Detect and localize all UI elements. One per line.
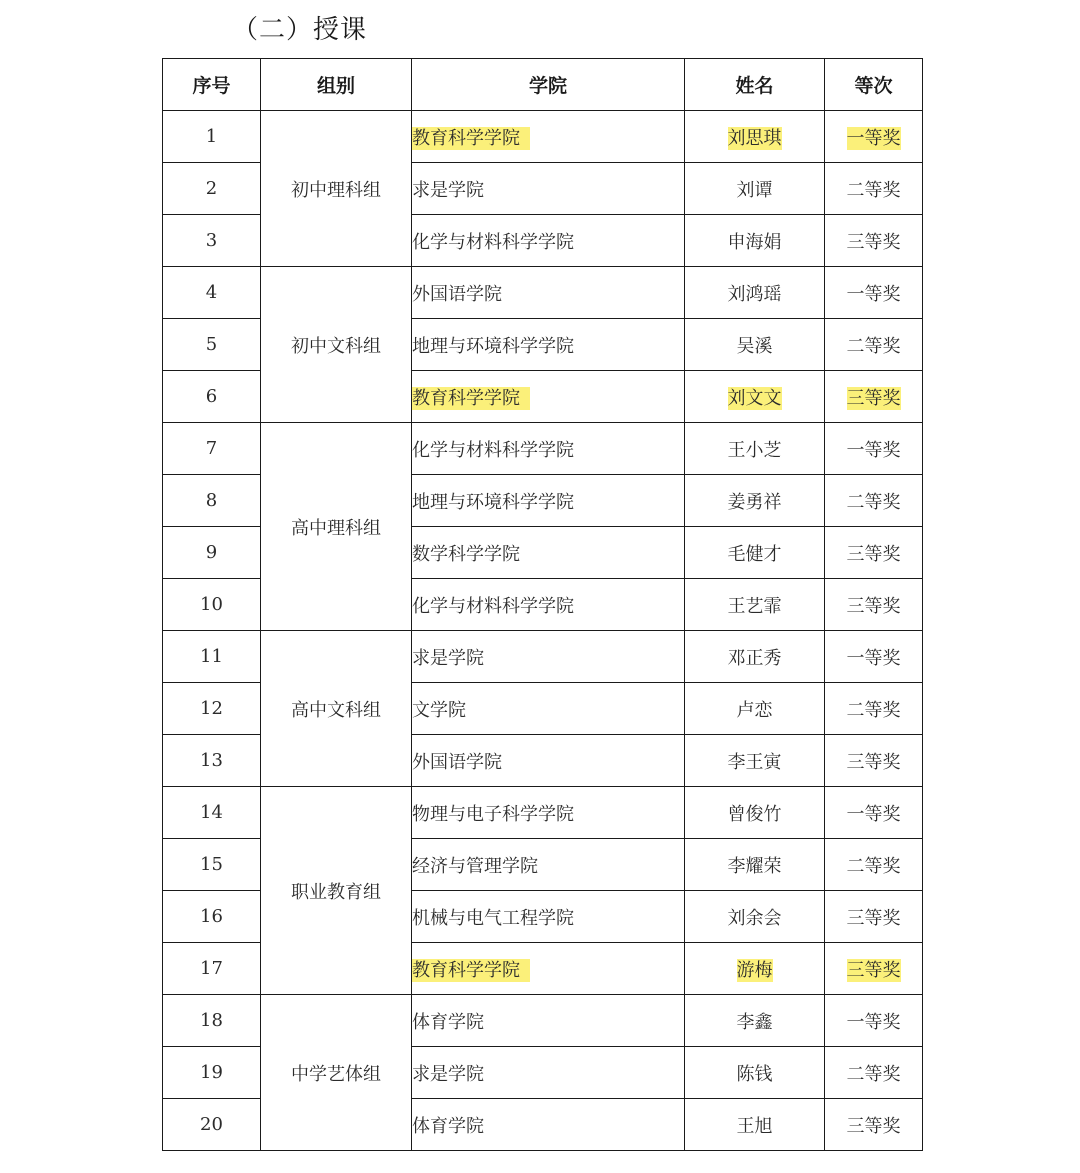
cell-name (685, 579, 825, 631)
cell-name-text: 吴溪 (736, 335, 773, 357)
section-title: （二）授课 (232, 15, 368, 45)
cell-group: 高中文科组 (261, 631, 412, 787)
cell-college (412, 839, 685, 891)
cell-no: 15 (163, 839, 261, 891)
cell-grade-text: 二等奖 (846, 335, 901, 357)
cell-no: 19 (163, 1047, 261, 1099)
cell-college (412, 111, 685, 163)
cell-no: 14 (163, 787, 261, 839)
cell-grade (825, 215, 923, 267)
cell-grade (825, 787, 923, 839)
cell-no: 9 (163, 527, 261, 579)
header-grade: 等次 (825, 59, 923, 111)
cell-name (685, 319, 825, 371)
header-college: 学院 (412, 59, 685, 111)
cell-name (685, 1047, 825, 1099)
cell-college-text: 教育科学学院 (412, 387, 530, 410)
table-header (163, 59, 923, 111)
cell-grade (825, 371, 923, 423)
cell-name (685, 215, 825, 267)
cell-group: 高中理科组 (261, 423, 412, 631)
table-row (163, 787, 923, 839)
cell-no: 1 (163, 111, 261, 163)
cell-no: 17 (163, 943, 261, 995)
cell-college-text: 地理与环境科学学院 (412, 335, 574, 357)
cell-grade (825, 1099, 923, 1151)
cell-name-text: 李鑫 (736, 1011, 773, 1033)
cell-grade-text: 二等奖 (846, 1063, 901, 1085)
cell-name (685, 423, 825, 475)
cell-college-text: 体育学院 (412, 1115, 484, 1137)
cell-college (412, 735, 685, 787)
cell-college (412, 787, 685, 839)
cell-grade (825, 111, 923, 163)
cell-name (685, 527, 825, 579)
cell-grade (825, 527, 923, 579)
cell-no: 6 (163, 371, 261, 423)
table-row (163, 995, 923, 1047)
cell-no: 8 (163, 475, 261, 527)
cell-group: 中学艺体组 (261, 995, 412, 1151)
cell-college (412, 579, 685, 631)
cell-college (412, 631, 685, 683)
cell-grade (825, 163, 923, 215)
cell-college-text: 体育学院 (412, 1011, 484, 1033)
cell-college (412, 891, 685, 943)
cell-grade-text: 三等奖 (846, 387, 901, 409)
awards-table (162, 58, 923, 1151)
cell-college (412, 215, 685, 267)
cell-college-text: 外国语学院 (412, 751, 502, 773)
cell-college-text: 经济与管理学院 (412, 855, 538, 877)
cell-grade (825, 475, 923, 527)
cell-college (412, 1047, 685, 1099)
cell-grade-text: 一等奖 (846, 1011, 901, 1033)
cell-no: 3 (163, 215, 261, 267)
cell-name (685, 267, 825, 319)
cell-no: 2 (163, 163, 261, 215)
cell-college-text: 教育科学学院 (412, 127, 530, 150)
cell-college-text: 求是学院 (412, 1063, 484, 1085)
cell-college (412, 267, 685, 319)
cell-name-text: 刘思琪 (727, 127, 782, 149)
cell-name-text: 刘谭 (736, 179, 773, 201)
cell-name-text: 卢恋 (736, 699, 773, 721)
cell-college-text: 数学科学学院 (412, 543, 520, 565)
cell-college-text: 机械与电气工程学院 (412, 907, 574, 929)
cell-grade-text: 三等奖 (846, 543, 901, 565)
cell-name (685, 163, 825, 215)
header-group: 组别 (261, 59, 412, 111)
cell-no: 20 (163, 1099, 261, 1151)
cell-name (685, 631, 825, 683)
cell-college-text: 地理与环境科学学院 (412, 491, 574, 513)
cell-name-text: 曾俊竹 (727, 803, 782, 825)
cell-college-text: 求是学院 (412, 647, 484, 669)
cell-grade (825, 839, 923, 891)
cell-grade (825, 683, 923, 735)
cell-grade-text: 一等奖 (846, 439, 901, 461)
cell-college-text: 物理与电子科学学院 (412, 803, 574, 825)
cell-name (685, 995, 825, 1047)
cell-grade (825, 579, 923, 631)
header-no: 序号 (163, 59, 261, 111)
cell-grade-text: 二等奖 (846, 491, 901, 513)
cell-name-text: 申海娟 (727, 231, 782, 253)
table-row (163, 631, 923, 683)
cell-no: 13 (163, 735, 261, 787)
cell-no: 4 (163, 267, 261, 319)
cell-college-text: 外国语学院 (412, 283, 502, 305)
cell-grade (825, 267, 923, 319)
cell-name-text: 姜勇祥 (727, 491, 782, 513)
cell-college (412, 995, 685, 1047)
cell-college-text: 化学与材料科学学院 (412, 595, 574, 617)
cell-name-text: 刘余会 (727, 907, 782, 929)
cell-grade-text: 三等奖 (846, 1115, 901, 1137)
cell-group: 初中文科组 (261, 267, 412, 423)
cell-grade (825, 995, 923, 1047)
cell-no: 11 (163, 631, 261, 683)
cell-college (412, 423, 685, 475)
cell-grade-text: 三等奖 (846, 595, 901, 617)
cell-college (412, 475, 685, 527)
cell-grade-text: 二等奖 (846, 699, 901, 721)
cell-grade (825, 891, 923, 943)
cell-group: 初中理科组 (261, 111, 412, 267)
cell-name-text: 毛健才 (727, 543, 782, 565)
cell-name (685, 735, 825, 787)
cell-name-text: 李耀荣 (727, 855, 782, 877)
cell-name-text: 王旭 (736, 1115, 773, 1137)
cell-name-text: 刘鸿瑶 (727, 283, 782, 305)
cell-college (412, 163, 685, 215)
cell-name (685, 839, 825, 891)
header-name: 姓名 (685, 59, 825, 111)
cell-grade-text: 一等奖 (846, 803, 901, 825)
cell-name (685, 371, 825, 423)
cell-name (685, 111, 825, 163)
cell-name-text: 王艺霏 (727, 595, 782, 617)
cell-grade-text: 三等奖 (846, 907, 901, 929)
cell-grade-text: 一等奖 (846, 647, 901, 669)
cell-no: 12 (163, 683, 261, 735)
cell-no: 5 (163, 319, 261, 371)
cell-college (412, 683, 685, 735)
cell-grade (825, 423, 923, 475)
cell-grade (825, 319, 923, 371)
cell-college-text: 文学院 (412, 699, 466, 721)
table-row (163, 423, 923, 475)
cell-grade (825, 631, 923, 683)
cell-college (412, 1099, 685, 1151)
cell-college (412, 527, 685, 579)
cell-grade-text: 一等奖 (846, 283, 901, 305)
cell-grade-text: 二等奖 (846, 855, 901, 877)
cell-grade-text: 三等奖 (846, 959, 901, 981)
cell-grade-text: 三等奖 (846, 751, 901, 773)
cell-college (412, 319, 685, 371)
cell-name (685, 1099, 825, 1151)
cell-name (685, 683, 825, 735)
cell-no: 7 (163, 423, 261, 475)
table-row (163, 267, 923, 319)
cell-grade-text: 一等奖 (846, 127, 901, 149)
cell-name (685, 475, 825, 527)
cell-no: 16 (163, 891, 261, 943)
cell-grade-text: 三等奖 (846, 231, 901, 253)
cell-no: 18 (163, 995, 261, 1047)
cell-college (412, 943, 685, 995)
cell-grade (825, 943, 923, 995)
cell-name-text: 刘文文 (727, 387, 782, 409)
cell-no: 10 (163, 579, 261, 631)
cell-name-text: 王小芝 (727, 439, 782, 461)
cell-college-text: 化学与材料科学学院 (412, 439, 574, 461)
cell-college-text: 化学与材料科学学院 (412, 231, 574, 253)
cell-grade (825, 1047, 923, 1099)
cell-name-text: 游梅 (736, 959, 773, 981)
cell-name-text: 陈钱 (736, 1063, 773, 1085)
table-row (163, 111, 923, 163)
cell-group: 职业教育组 (261, 787, 412, 995)
cell-grade-text: 二等奖 (846, 179, 901, 201)
table-body (163, 111, 923, 1151)
cell-college-text: 求是学院 (412, 179, 484, 201)
cell-grade (825, 735, 923, 787)
cell-name (685, 891, 825, 943)
cell-name-text: 李王寅 (727, 751, 782, 773)
header-row (163, 59, 923, 111)
cell-name (685, 943, 825, 995)
cell-name-text: 邓正秀 (727, 647, 782, 669)
cell-name (685, 787, 825, 839)
cell-college-text: 教育科学学院 (412, 959, 530, 982)
cell-college (412, 371, 685, 423)
